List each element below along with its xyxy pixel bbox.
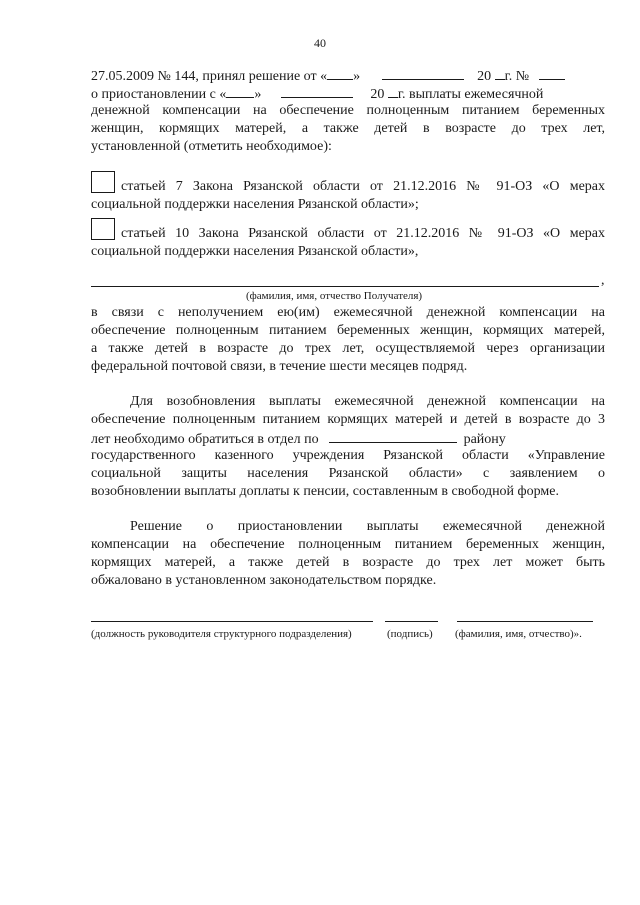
month-blank[interactable] [382,66,464,80]
reason-line-2: обеспечение полноценным питанием беременных женщин, кормящих матерей, [91,323,605,338]
option-2-checkbox[interactable] [91,218,115,240]
intro-line-5: установленной (отметить необходимое): [91,139,332,154]
position-line[interactable] [91,621,373,622]
intro-line-3: денежной компенсации на обеспечение полноценным питанием беременных [91,103,605,118]
signature-line[interactable] [385,621,438,622]
position-caption: (должность руководителя структурного подразделения) [91,628,352,640]
intro-line-1: 27.05.2009 № 144, принял решение от « » 20 г. № [91,66,605,86]
appeal-line-1: Решение о приостановлении выплаты ежемесячной денежной [130,519,605,534]
intro-line-4: женщин, кормящих матерей, а также детей в возрасте до трех лет, [91,121,605,136]
resume-line-1: Для возобновления выплаты ежемесячной денежной компенсации на [130,394,605,409]
recipient-trailing-comma: , [601,273,605,288]
reason-line-3: а также детей в возрасте до трех лет, осуществляемой через организации [91,341,605,356]
resume-line-2: обеспечение полноценным питанием кормящих матерей и детей в возрасте до 3 [91,412,605,427]
suspend-month-blank[interactable] [281,84,353,98]
option-1-checkbox[interactable] [91,171,115,193]
option-1-line-1: статьей 7 Закона Рязанской области от 21.12.2016 № 91-ОЗ «О мерах [121,179,605,194]
intro-line-2: о приостановлении с « » 20 г. выплаты ежемесячной [91,84,605,104]
suspend-day-blank[interactable] [226,84,254,98]
district-blank[interactable] [329,429,457,443]
appeal-line-2: компенсации на обеспечение полноценным питанием беременных женщин, [91,537,605,552]
day-blank[interactable] [327,66,353,80]
resume-line-4: государственного казенного учреждения Рязанской области «Управление [91,448,605,463]
resume-line-5: социальной защиты населения Рязанской области» с заявлением о [91,466,605,481]
resume-line-6: возобновлении выплаты доплаты к пенсии, составленным в свободной форме. [91,484,559,499]
recipient-name-line[interactable] [91,286,599,287]
appeal-line-4: обжаловано в установленном законодательством порядке. [91,573,437,588]
full-name-line[interactable] [457,621,593,622]
page-number: 40 [314,36,326,50]
decision-number-blank[interactable] [539,66,565,80]
appeal-line-3: кормящих матерей, а также детей в возрасте до трех лет может быть [91,555,605,570]
reason-line-1: в связи с неполучением ею(им) ежемесячной денежной компенсации на [91,305,605,320]
signature-caption: (подпись) [387,628,433,640]
full-name-caption: (фамилия, имя, отчество)». [455,628,582,640]
suspend-year-blank[interactable] [388,84,398,98]
option-2-line-1: статьей 10 Закона Рязанской области от 21.12.2016 № 91-ОЗ «О мерах [121,226,605,241]
resume-line-3: лет необходимо обратиться в отдел по району [91,429,605,449]
option-1-line-2: социальной поддержки населения Рязанской области»; [91,197,419,212]
recipient-caption: (фамилия, имя, отчество Получателя) [246,290,423,302]
option-2-line-2: социальной поддержки населения Рязанской области», [91,244,419,259]
reason-line-4: федеральной почтовой связи, в течение шести месяцев подряд. [91,359,468,374]
year-blank[interactable] [495,66,505,80]
